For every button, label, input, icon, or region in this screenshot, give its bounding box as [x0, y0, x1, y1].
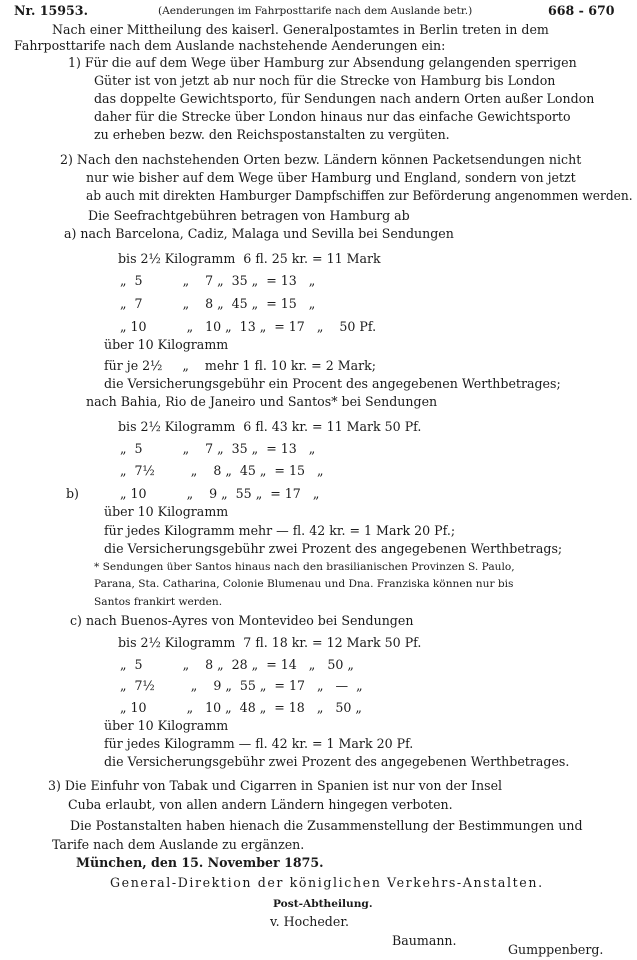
- text-line: nur wie bisher auf dem Wege über Hamburg und England, sondern von jetzt: [86, 170, 576, 185]
- text-line: über 10 Kilogramm: [104, 718, 229, 733]
- tariff-row: „ 5 „ 8 „ 28 „ = 14 „ 50 „: [120, 657, 354, 672]
- text-line: 2) Nach den nachstehenden Orten bezw. Ländern können Packetsendungen nicht: [60, 152, 582, 167]
- text-line: das doppelte Gewichtsporto, für Sendungen nach andern Orten außer London: [94, 91, 595, 106]
- text-line: nach Bahia, Rio de Janeiro und Santos* bei Sendungen: [86, 394, 438, 409]
- tariff-row: „ 7½ „ 8 „ 45 „ = 15 „: [120, 463, 324, 478]
- footnote-line: Santos frankirt werden.: [94, 596, 223, 608]
- department-line: Post-Abtheilung.: [273, 898, 373, 910]
- tariff-row: bis 2½ Kilogramm 6 fl. 43 kr. = 11 Mark 50 Pf.: [118, 419, 422, 434]
- text-line: ab auch mit direkten Hamburger Dampfschiffen zur Beförderung angenommen werden.: [86, 188, 633, 203]
- text-line: die Versicherungsgebühr zwei Prozent des angegebenen Werthbetrags;: [104, 541, 563, 556]
- page-range: 668 - 670: [548, 3, 615, 18]
- signature-name: Gumppenberg.: [508, 942, 604, 957]
- text-line: c) nach Buenos-Ayres von Montevideo bei Sendungen: [70, 613, 414, 628]
- decree-subject: (Aenderungen im Fahrposttarife nach dem Auslande betr.): [158, 5, 473, 17]
- tariff-row: „ 5 „ 7 „ 35 „ = 13 „: [120, 273, 316, 288]
- tariff-row: „ 7 „ 8 „ 45 „ = 15 „: [120, 296, 316, 311]
- text-line: Nach einer Mittheilung des kaiserl. Generalpostamtes in Berlin treten in dem: [52, 22, 549, 37]
- tariff-row: bis 2½ Kilogramm 6 fl. 25 kr. = 11 Mark: [118, 251, 381, 266]
- section-label: b): [66, 486, 79, 501]
- text-line: daher für die Strecke über London hinaus nur das einfache Gewichtsporto: [94, 109, 571, 124]
- text-line: Güter ist von jetzt ab nur noch für die Strecke von Hamburg bis London: [94, 73, 556, 88]
- signature-name: Baumann.: [392, 933, 457, 948]
- text-line: zu erheben bezw. den Reichspostanstalten zu vergüten.: [94, 127, 450, 142]
- text-line: a) nach Barcelona, Cadiz, Malaga und Sevilla bei Sendungen: [64, 226, 454, 241]
- text-line: Die Postanstalten haben hienach die Zusammenstellung der Bestimmungen und: [70, 818, 583, 833]
- text-line: 1) Für die auf dem Wege über Hamburg zur Absendung gelangenden sperrigen: [68, 55, 577, 70]
- date-line: München, den 15. November 1875.: [76, 855, 324, 870]
- text-line: für jedes Kilogramm — fl. 42 kr. = 1 Mark 20 Pf.: [104, 736, 414, 751]
- text-line: die Versicherungsgebühr zwei Prozent des angegebenen Werthbetrages.: [104, 754, 570, 769]
- text-line: Fahrposttarife nach dem Auslande nachstehende Aenderungen ein:: [14, 38, 446, 53]
- text-line: 3) Die Einfuhr von Tabak und Cigarren in Spanien ist nur von der Insel: [48, 778, 503, 793]
- text-line: Tarife nach dem Auslande zu ergänzen.: [52, 837, 305, 852]
- text-line: für je 2½ „ mehr 1 fl. 10 kr. = 2 Mark;: [104, 358, 377, 373]
- tariff-row: „ 10 „ 10 „ 48 „ = 18 „ 50 „: [120, 700, 362, 715]
- tariff-row: „ 10 „ 9 „ 55 „ = 17 „: [120, 486, 320, 501]
- signature-name: v. Hocheder.: [270, 914, 349, 929]
- footnote-line: Parana, Sta. Catharina, Colonie Blumenau und Dna. Franziska können nur bis: [94, 578, 514, 590]
- text-line: für jedes Kilogramm mehr — fl. 42 kr. = 1 Mark 20 Pf.;: [104, 523, 456, 538]
- text-line: über 10 Kilogramm: [104, 504, 229, 519]
- text-line: Cuba erlaubt, von allen andern Ländern hingegen verboten.: [68, 797, 453, 812]
- tariff-row: bis 2½ Kilogramm 7 fl. 18 kr. = 12 Mark 50 Pf.: [118, 635, 422, 650]
- text-line: über 10 Kilogramm: [104, 337, 229, 352]
- tariff-row: „ 5 „ 7 „ 35 „ = 13 „: [120, 441, 316, 456]
- decree-number: Nr. 15953.: [14, 3, 88, 18]
- tariff-row: „ 7½ „ 9 „ 55 „ = 17 „ — „: [120, 678, 363, 693]
- tariff-row: „ 10 „ 10 „ 13 „ = 17 „ 50 Pf.: [120, 319, 377, 334]
- footnote-line: * Sendungen über Santos hinaus nach den brasilianischen Provinzen S. Paulo,: [94, 561, 515, 573]
- text-line: die Versicherungsgebühr ein Procent des angegebenen Werthbetrages;: [104, 376, 561, 391]
- authority-line: General-Direktion der königlichen Verkehrs-Anstalten.: [110, 875, 544, 890]
- text-line: Die Seefrachtgebühren betragen von Hamburg ab: [88, 208, 410, 223]
